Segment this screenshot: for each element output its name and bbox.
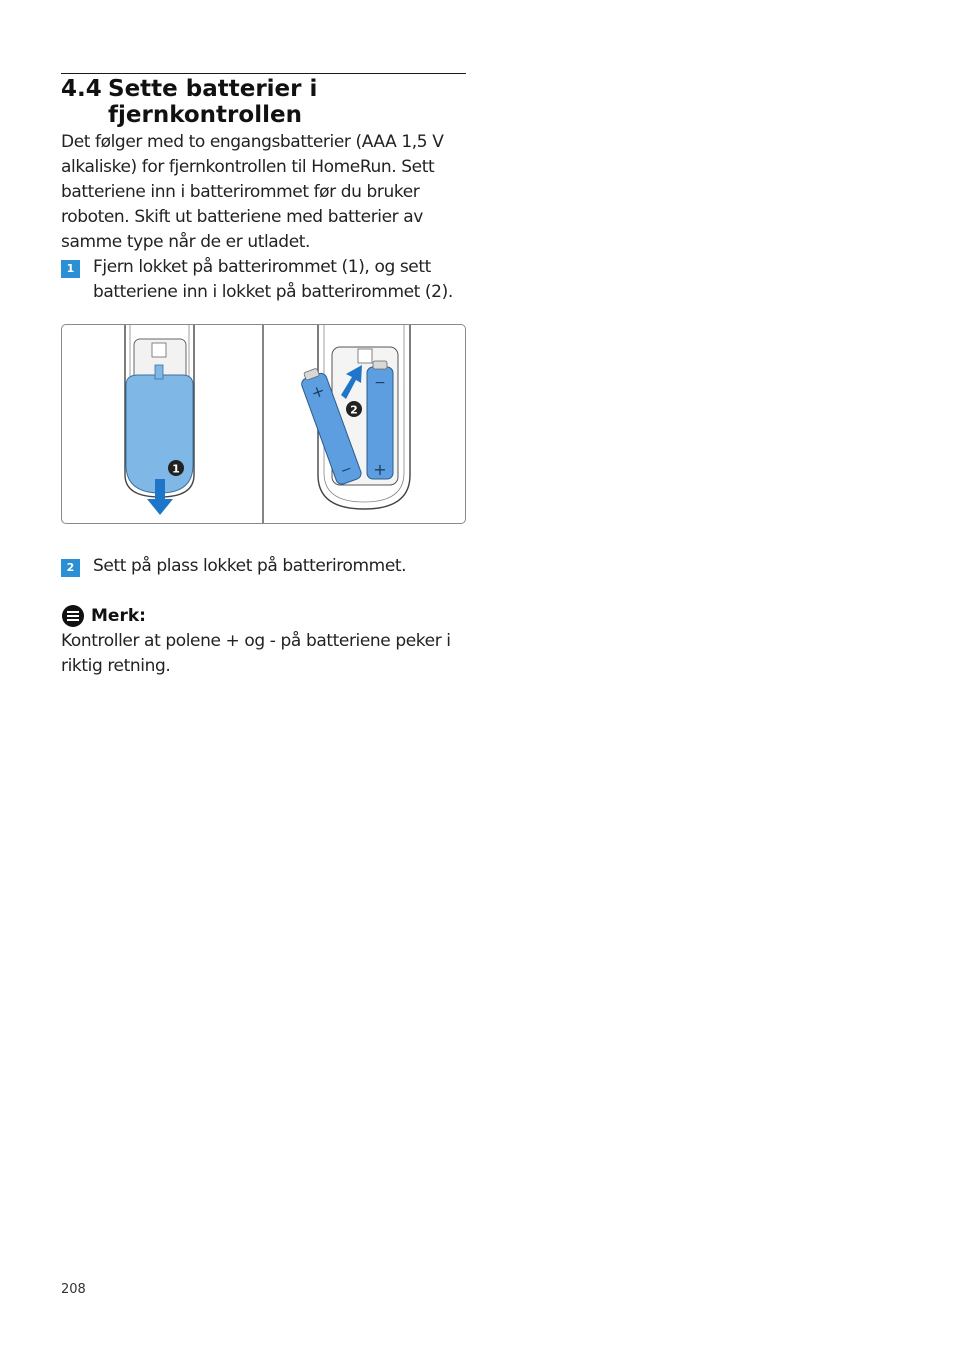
callout-2-label: 2 — [350, 403, 358, 417]
section-heading — [61, 76, 466, 128]
section-title: Sette batterier i fjernkontrollen — [108, 76, 318, 128]
section-number: 4.4 — [61, 76, 102, 102]
battery-minus: − — [374, 375, 386, 391]
note-label: Merk: — [91, 606, 146, 626]
step-number-badge: 2 — [61, 559, 80, 577]
left-remote — [125, 325, 194, 515]
illustration-svg — [62, 325, 465, 523]
note-header — [61, 604, 146, 628]
battery-plus: + — [373, 460, 387, 479]
intro-paragraph: Det følger med to engangsbatterier (AAA 1,5 V alkaliske) for fjernkontrollen til HomeRun. Sett batteriene inn i batterirommet før du bruker roboten. Skift ut batteriene med batterier av samme type når de er utladet. — [61, 132, 444, 252]
battery-plus-2: + — [308, 380, 328, 403]
battery-cover — [126, 375, 193, 493]
callout-1-label: 1 — [172, 462, 180, 476]
step-1 — [61, 255, 466, 305]
right-remote — [298, 325, 410, 509]
battery-illustration — [61, 324, 466, 524]
section-rule — [61, 73, 466, 74]
step-number-badge: 1 — [61, 260, 80, 278]
step-2 — [61, 554, 466, 579]
battery-minus-2: − — [338, 460, 355, 480]
step-text: Fjern lokket på batterirommet (1), og sett batteriene inn i lokket på batterirommet (2). — [93, 257, 453, 302]
note-icon — [61, 604, 85, 628]
page-number: 208 — [61, 1282, 86, 1297]
step-text: Sett på plass lokket på batterirommet. — [93, 556, 407, 576]
note-text: Kontroller at polene + og - på batteriene peker i riktig retning. — [61, 631, 451, 676]
